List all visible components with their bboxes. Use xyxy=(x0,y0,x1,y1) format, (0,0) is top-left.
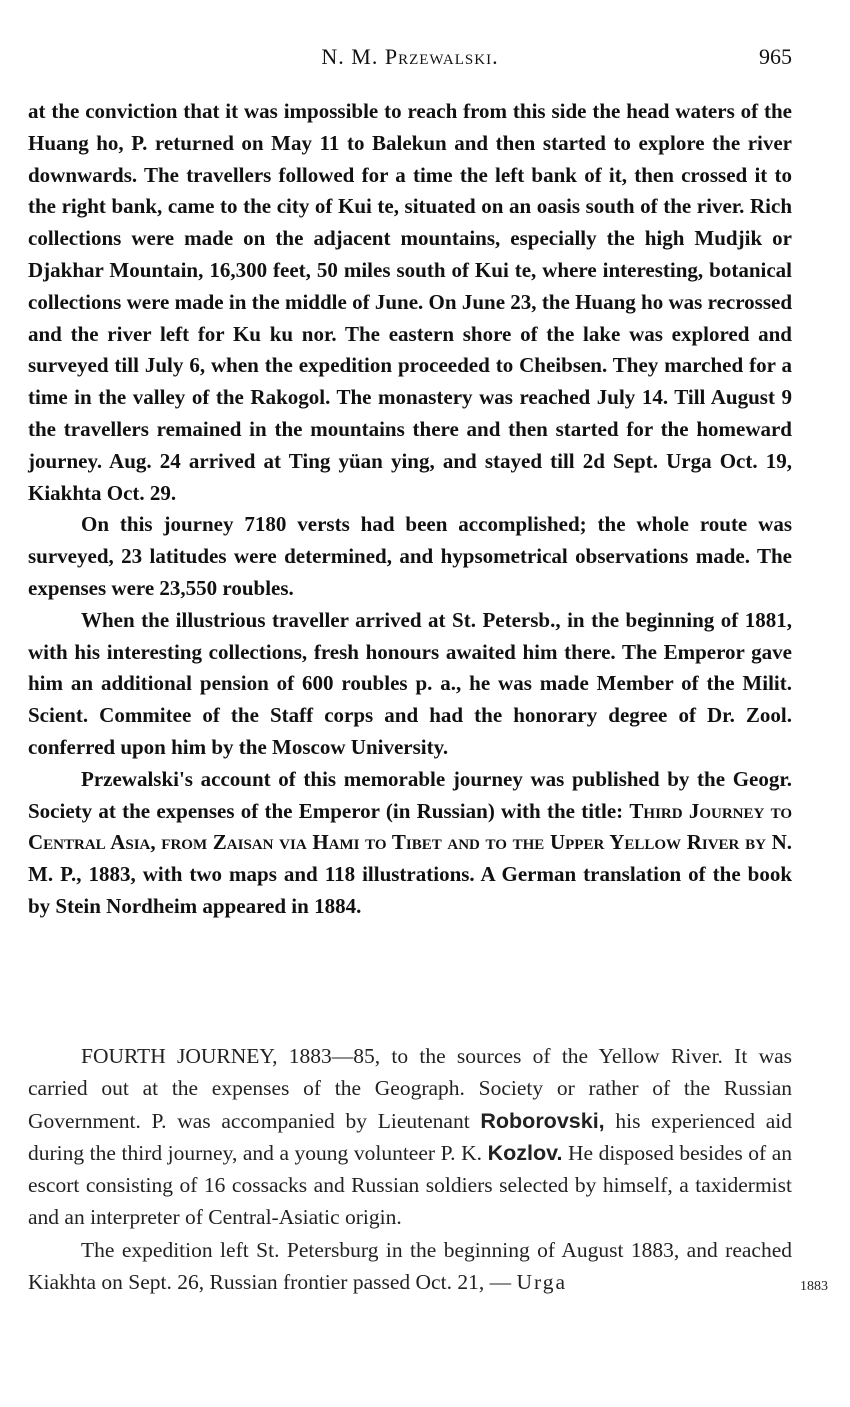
page-number: 965 xyxy=(759,44,792,69)
paragraph-3: When the illustrious traveller arrived at St. Petersb., in the beginning of 1881, with his interesting collections, fresh honours awaited him there. The Emperor gave him an additional pension of 600 roubles p. a., he was made Member of the Milit. Scient. Commitee of the Staff corps and had the honorary degree of Dr. Zool. conferred upon him by the Moscow University. xyxy=(28,607,792,759)
book-title: Third Journey to Central Asia, from Zaisan via Hami to Tibet and to the Upper Yellow River by xyxy=(28,798,792,855)
paragraph-4-text-a: Przewalski's account of this memorable journey was published by the Geogr. Society at the expenses of the Emperor (in Russian) with the title: xyxy=(28,766,792,823)
name-roborovski: Roborovski, xyxy=(480,1108,605,1133)
paragraph-5-text-a: FOURTH JOURNEY, 1883—85, to the sources of the Yellow River. It was carried out at the expenses of the Geograph. Society or rather of the Russian Government. P. was accompanied by Lieutenant xyxy=(28,1044,792,1133)
name-kozlov: Kozlov. xyxy=(487,1140,563,1165)
running-header xyxy=(28,40,792,80)
paragraph-4-text-b: N. M. P., 1883, with two maps and 118 illustrations. A German translation of the book by Stein Nordheim appeared in 1884. xyxy=(28,830,792,918)
regular-text-block xyxy=(28,1040,792,1298)
paragraph-1: at the conviction that it was impossible to reach from this side the head waters of the Huang ho, P. returned on May 11 to Balekun and then started to explore the river downwards. The travellers followed for a time the left bank of it, then crossed it to the right bank, came to the city of Kui te, situated on an oasis south of the river. Rich collections were made on the adjacent mountains, especially the high Mudjik or Djakhar Mountain, 16,300 feet, 50 miles south of Kui te, where interesting, botanical collections were made in the middle of June. On June 23, the Huang ho was recrossed and the river left for Ku ku nor. The eastern shore of the lake was explored and surveyed till July 6, when the expedition proceeded to Cheibsen. They marched for a time in the valley of the Rakogol. The monastery was reached July 14. Till August 9 the travellers remained in the mountains there and then started for the homeward journey. Aug. 24 arrived at Ting yüan ying, and stayed till 2d Sept. Urga Oct. 19, Kiakhta Oct. 29. xyxy=(28,99,792,505)
paragraph-2: On this journey 7180 versts had been accomplished; the whole route was surveyed, 23 latitudes were determined, and hypsometrical observations made. The expenses were 23,550 roubles. xyxy=(28,512,792,600)
paragraph-5-text-b: his experienced aid during the third journey, and a young volunteer P. K. xyxy=(28,1108,792,1165)
paragraph-4 xyxy=(28,764,792,923)
bold-text-block xyxy=(28,96,792,923)
paragraph-6 xyxy=(28,1234,792,1299)
margin-year-note: 1883 xyxy=(800,1279,828,1294)
paragraph-5-text-c: He disposed besides of an escort consisting of 16 cossacks and Russian soldiers selected by himself, a taxidermist and an interpreter of Central-Asiatic origin. xyxy=(28,1140,792,1230)
paragraph-6-text-a: The expedition left St. Petersburg in the beginning of August 1883, and reached Kiakhta on Sept. 26, Russian frontier passed Oct. 21, — xyxy=(28,1237,792,1295)
running-title: N. M. Przewalski. xyxy=(321,44,499,69)
paragraph-6-text-b: Urga xyxy=(516,1270,568,1295)
paragraph-5 xyxy=(28,1040,792,1234)
